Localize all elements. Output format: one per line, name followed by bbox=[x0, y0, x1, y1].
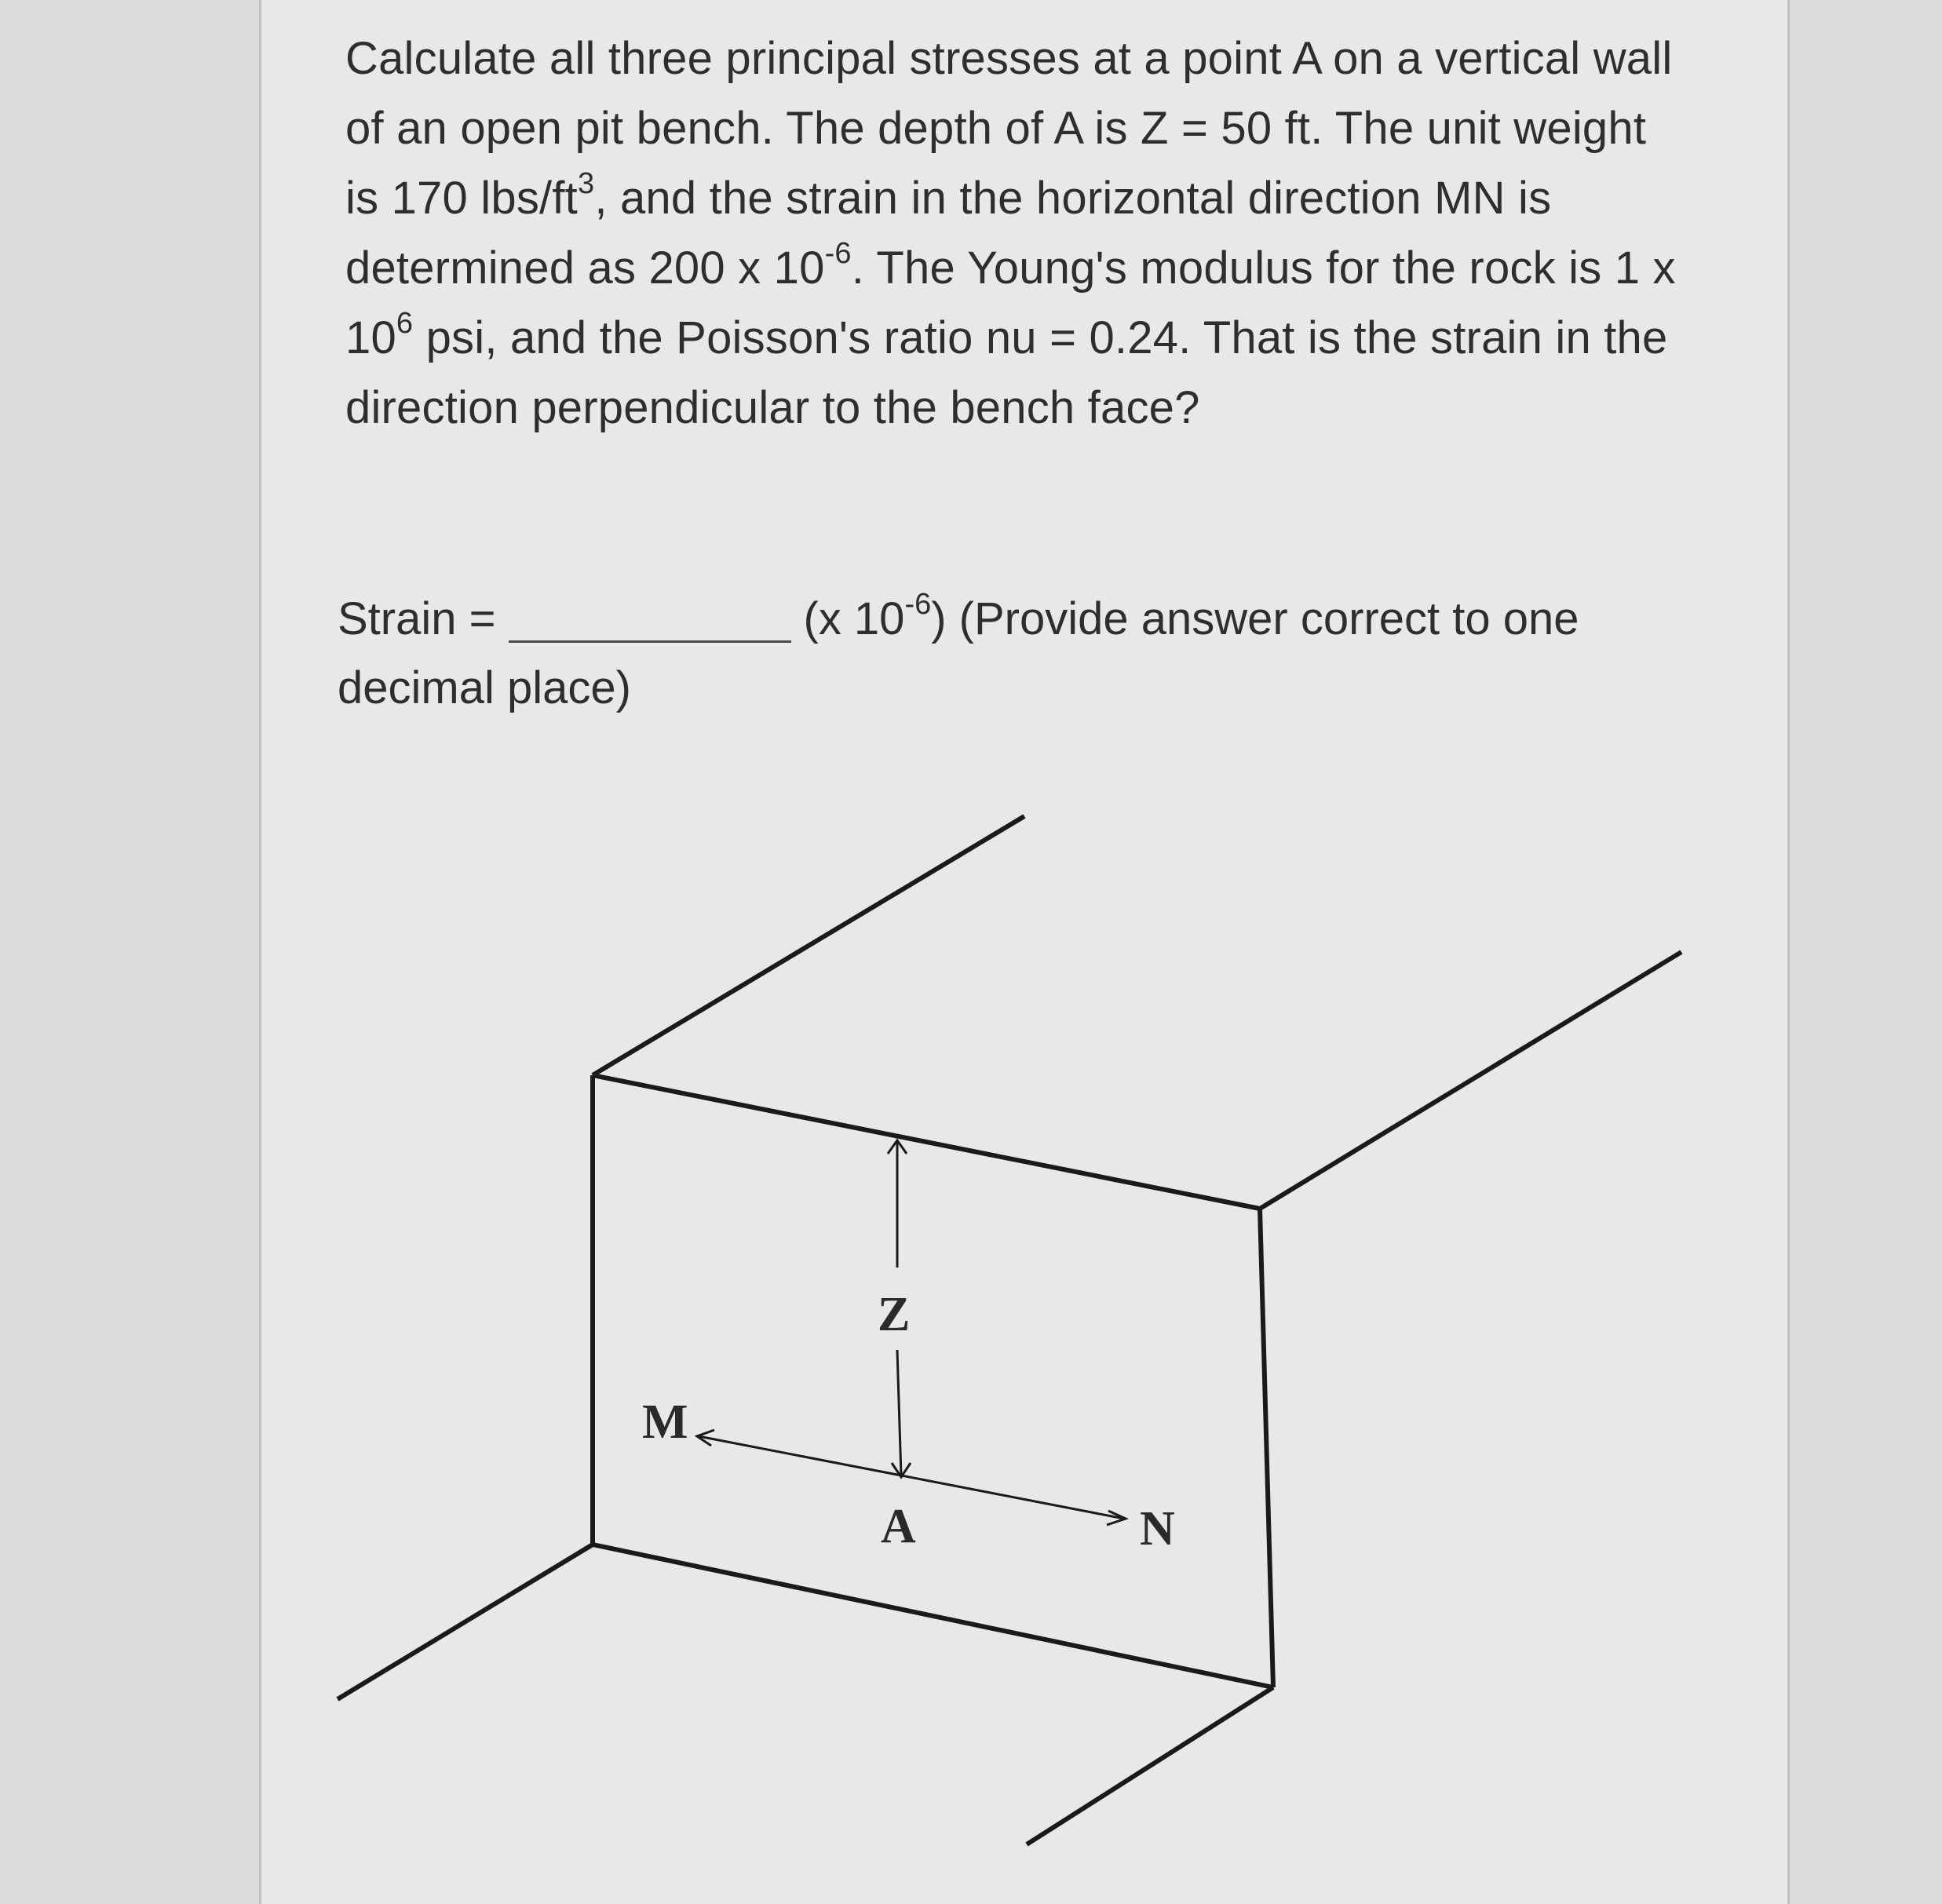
wall-bottom-edge bbox=[593, 1545, 1273, 1687]
crest-line-right bbox=[1260, 952, 1681, 1209]
wall-right-edge bbox=[1260, 1209, 1273, 1687]
wall-top-edge bbox=[593, 1075, 1260, 1209]
question-line: Calculate all three principal stresses at a point A on a vertical wall bbox=[345, 33, 1673, 84]
question-line: $10^6$ psi, and the Poisson's ratio nu = 0.24. That is the strain in the bbox=[345, 306, 1668, 363]
question-line: determined as 200 x $10^{-6}$. The Young's modulus for the rock is 1 x bbox=[345, 236, 1676, 294]
toe-line-right bbox=[1027, 1687, 1273, 1844]
label-a: A bbox=[881, 1500, 916, 1553]
label-z: Z bbox=[878, 1288, 911, 1341]
z-dimension-lower bbox=[897, 1350, 901, 1475]
question-line: of an open pit bench. The depth of A is Z = 50 ft. The unit weight bbox=[345, 103, 1647, 154]
crest-line-left bbox=[593, 816, 1024, 1075]
label-m: M bbox=[642, 1395, 688, 1449]
label-n: N bbox=[1140, 1502, 1175, 1556]
toe-line-left bbox=[338, 1545, 593, 1699]
question-line: direction perpendicular to the bench face? bbox=[345, 382, 1200, 433]
unit-text: (x $10^{-6}$) (Provide answer correct to one bbox=[803, 587, 1579, 644]
question-line: is 170 lbs/$ft^3$, and the strain in the horizontal direction MN is bbox=[345, 166, 1552, 224]
answer-instruction: decimal place) bbox=[338, 662, 631, 713]
strain-label: Strain = bbox=[338, 593, 496, 644]
